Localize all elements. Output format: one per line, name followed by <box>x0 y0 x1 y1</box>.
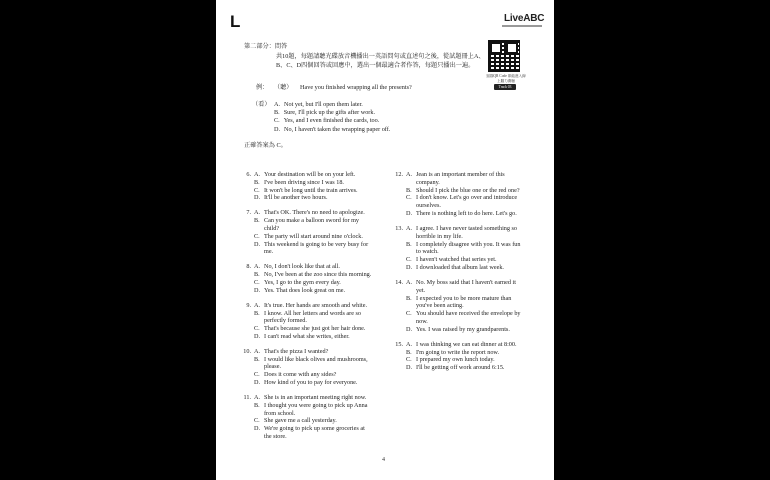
option-letter: A. <box>254 171 261 178</box>
question-number: 8. <box>246 263 251 271</box>
option-letter: A. <box>406 224 413 232</box>
example-option <box>274 126 390 134</box>
option-text: We're going to pick up some groceries at <box>264 425 365 433</box>
option-letter: D. <box>254 240 261 248</box>
option-line <box>394 202 534 210</box>
option-letter: C. <box>406 256 412 264</box>
option-text: me. <box>264 248 274 256</box>
option-line <box>394 318 534 326</box>
question-item <box>394 341 534 372</box>
option-letter: B. <box>406 240 412 248</box>
question-item <box>242 394 382 441</box>
option-line <box>242 233 382 241</box>
option-line <box>242 217 382 225</box>
option-letter: A. <box>254 347 261 355</box>
questions-column-right <box>394 171 534 379</box>
option-line <box>394 295 534 303</box>
option-letter: B. <box>254 355 260 363</box>
option-text: It'll be another two hours. <box>264 194 328 202</box>
option-letter: D. <box>254 379 261 387</box>
question-number: 14. <box>395 278 403 286</box>
option-line <box>394 356 534 364</box>
option-line <box>242 194 382 202</box>
option-line <box>394 341 534 349</box>
option-line <box>394 225 534 233</box>
option-letter: B. <box>254 309 260 317</box>
option-line <box>394 256 534 264</box>
example-option <box>274 109 390 117</box>
question-item <box>394 279 534 334</box>
question-item <box>242 348 382 387</box>
option-line <box>242 225 382 233</box>
question-number: 11. <box>243 394 251 402</box>
option-line <box>242 179 382 187</box>
option-letter: A. <box>254 263 261 271</box>
question-item <box>242 302 382 341</box>
question-item <box>394 225 534 272</box>
option-line <box>394 287 534 295</box>
option-letter: D. <box>254 286 261 294</box>
option-text: you've been acting. <box>416 302 464 310</box>
option-line <box>242 402 382 410</box>
option-text: I agree. I have never tasted something so <box>416 224 518 232</box>
option-text: I completely disagree with you. It was fun <box>416 240 521 248</box>
option-text: It won't be long until the train arrives. <box>264 186 358 194</box>
option-text: She gave me a call yesterday. <box>264 417 337 425</box>
option-letter: B. <box>406 294 412 302</box>
option-text: please. <box>264 363 282 371</box>
option-line <box>242 333 382 341</box>
document-page <box>216 0 554 480</box>
option-line <box>242 325 382 333</box>
example-question <box>256 84 412 92</box>
option-text: I've been driving since I was 18. <box>264 178 344 186</box>
question-number: 13. <box>395 224 403 232</box>
option-letter: D. <box>406 364 413 372</box>
option-text: She is in an important meeting right now. <box>264 394 367 402</box>
option-line <box>394 264 534 272</box>
question-number: 6. <box>246 171 251 178</box>
option-line <box>242 310 382 318</box>
option-text: There is nothing left to do here. Let's go. <box>416 209 517 217</box>
option-text: Yes, I go to the gym every day. <box>264 278 341 286</box>
option-line <box>242 425 382 433</box>
option-line <box>242 271 382 279</box>
option-text: You should have received the envelope by <box>416 310 521 318</box>
option-text: How kind of you to pay for everyone. <box>264 379 358 387</box>
option-text: It's true. Her hands are smooth and white. <box>264 301 368 309</box>
option-text: No, I've been at the zoo since this morning. <box>264 271 372 279</box>
example-option <box>274 101 390 109</box>
option-letter: A. <box>254 209 261 217</box>
option-letter: B. <box>406 186 412 194</box>
option-letter: B. <box>254 217 260 225</box>
option-line <box>242 417 382 425</box>
option-letter: B. <box>406 348 412 356</box>
option-line <box>242 317 382 325</box>
option-letter: D. <box>274 125 281 133</box>
option-letter: C. <box>254 232 260 240</box>
option-text: I thought you were going to pick up Anna <box>264 401 368 409</box>
option-letter: D. <box>254 332 261 340</box>
option-text: Yes, and I even finished the cards, too. <box>283 117 380 125</box>
option-letter: C. <box>406 310 412 318</box>
option-line <box>394 171 534 179</box>
option-text: I haven't watched that series yet. <box>416 256 497 264</box>
option-line <box>242 356 382 364</box>
option-letter: D. <box>406 325 413 333</box>
option-line <box>242 410 382 418</box>
option-text: Not yet, but I'll open them later. <box>284 101 363 108</box>
part-header: 第二部分：問答 <box>244 43 288 50</box>
option-text: No, I don't look like that at all. <box>264 263 340 271</box>
option-line <box>394 187 534 195</box>
option-line <box>242 433 382 441</box>
heard-tag: （聽） <box>273 84 293 91</box>
option-letter: C. <box>254 186 260 194</box>
example-option <box>274 117 390 125</box>
option-letter: D. <box>254 425 261 433</box>
option-line <box>242 302 382 310</box>
option-letter: A. <box>254 301 261 309</box>
option-text: I was thinking we can eat dinner at 8:00. <box>416 340 517 348</box>
option-line <box>394 179 534 187</box>
option-text: That's OK. There's no need to apologize. <box>264 209 365 217</box>
option-line <box>242 248 382 256</box>
option-text: Should I pick the blue one or the red one? <box>416 186 520 194</box>
option-text: I would like black olives and mushrooms, <box>264 355 368 363</box>
question-number: 9. <box>246 301 251 309</box>
option-text: I'm going to write the report now. <box>416 348 500 356</box>
option-line <box>242 394 382 402</box>
option-text: No. My boss said that I haven't earned it <box>416 278 516 286</box>
page-number: 4 <box>382 457 385 463</box>
option-line <box>394 349 534 357</box>
option-text: horrible in my life. <box>416 232 463 240</box>
option-text: I'll be getting off work around 6:15. <box>416 364 505 372</box>
option-text: I don't know. Let's go over and introduce <box>416 194 518 202</box>
question-number: 12. <box>395 171 403 178</box>
option-text: I downloaded that album last week. <box>416 263 504 271</box>
option-letter: C. <box>274 117 280 125</box>
qr-caption: 掃描QR Code 即能進入線上聽力測驗 <box>486 74 526 83</box>
logo-underline <box>502 25 542 27</box>
option-line <box>394 248 534 256</box>
option-text: yet. <box>416 286 426 294</box>
example-answer: 正確答案為 C。 <box>244 142 287 149</box>
option-letter: C. <box>254 325 260 333</box>
option-line <box>242 348 382 356</box>
qr-code-icon[interactable] <box>488 40 520 72</box>
option-line <box>394 310 534 318</box>
option-text: Can you make a balloon sword for my <box>264 217 360 225</box>
option-letter: D. <box>254 194 261 202</box>
option-text: from school. <box>264 409 296 417</box>
publisher-logo: LiveABC <box>504 13 545 24</box>
example-question-text: Have you finished wrapping all the presents? <box>300 84 412 91</box>
option-line <box>242 263 382 271</box>
option-text: I prepared my own lunch today. <box>416 356 495 364</box>
option-text: No, I haven't taken the wrapping paper off. <box>284 125 391 133</box>
option-line <box>394 194 534 202</box>
option-text: I expected you to be more mature than <box>416 294 512 302</box>
option-letter: A. <box>274 101 281 108</box>
read-tag: （看） <box>252 101 271 108</box>
option-letter: B. <box>254 401 260 409</box>
option-letter: C. <box>406 194 412 202</box>
option-letter: A. <box>406 340 413 348</box>
option-letter: A. <box>254 394 261 402</box>
option-letter: B. <box>254 271 260 279</box>
option-letter: A. <box>406 171 413 178</box>
option-text: perfectly formed. <box>264 317 307 325</box>
option-line <box>242 371 382 379</box>
option-line <box>242 379 382 387</box>
option-text: I know. All her letters and words are so <box>264 309 362 317</box>
option-letter: C. <box>254 278 260 286</box>
option-text: The party will start around nine o'clock. <box>264 232 363 240</box>
option-line <box>394 210 534 218</box>
option-letter: C. <box>254 371 260 379</box>
option-letter: B. <box>274 109 280 117</box>
option-text: Your destination will be on your left. <box>264 171 356 178</box>
option-letter: B. <box>254 178 260 186</box>
option-line <box>242 287 382 295</box>
option-text: Jean is an important member of this <box>416 171 505 178</box>
option-letter: C. <box>254 417 260 425</box>
questions-column-left <box>242 171 382 448</box>
option-text: Does it come with any sides? <box>264 371 337 379</box>
option-letter: A. <box>406 278 413 286</box>
question-item <box>242 263 382 294</box>
question-item <box>394 171 534 218</box>
option-text: child? <box>264 224 280 232</box>
option-line <box>394 241 534 249</box>
example-options <box>252 101 391 134</box>
option-line <box>394 326 534 334</box>
option-text: the store. <box>264 433 287 441</box>
instructions-text: 共10題，每題請聽光碟放音機播出一英語問句或直述句之後，從試題冊上A、B、C、D四個回答或回應中，選出一個最適合者作答，每題只播出一遍。 <box>276 52 485 69</box>
option-letter: C. <box>406 356 412 364</box>
option-line <box>394 279 534 287</box>
option-text: ourselves. <box>416 202 441 210</box>
option-line <box>242 209 382 217</box>
question-item <box>242 171 382 202</box>
track-badge: Track 03 <box>494 84 516 90</box>
option-text: This weekend is going to be very busy for <box>264 240 369 248</box>
option-line <box>242 187 382 195</box>
option-line <box>242 241 382 249</box>
option-line <box>242 363 382 371</box>
option-text: That's the pizza I wanted? <box>264 347 329 355</box>
option-letter: D. <box>406 263 413 271</box>
option-line <box>394 233 534 241</box>
option-text: Yes. That does look great on me. <box>264 286 346 294</box>
option-letter: D. <box>406 209 413 217</box>
option-line <box>242 279 382 287</box>
question-number: 7. <box>246 209 251 217</box>
option-line <box>394 302 534 310</box>
question-item <box>242 209 382 256</box>
option-line <box>394 364 534 372</box>
option-text: now. <box>416 317 428 325</box>
option-line <box>242 171 382 179</box>
option-text: I can't read what she writes, either. <box>264 332 350 340</box>
example-label: 例： <box>256 84 269 91</box>
section-letter: L <box>230 12 241 31</box>
option-text: to watch. <box>416 248 439 256</box>
option-text: company. <box>416 178 440 186</box>
option-text: That's because she just got her hair done. <box>264 325 366 333</box>
part-instructions <box>244 42 494 71</box>
question-number: 15. <box>395 340 403 348</box>
option-text: Yes. I was raised by my grandparents. <box>416 325 510 333</box>
option-text: Sure, I'll pick up the gifts after work. <box>283 109 376 117</box>
question-number: 10. <box>243 347 251 355</box>
